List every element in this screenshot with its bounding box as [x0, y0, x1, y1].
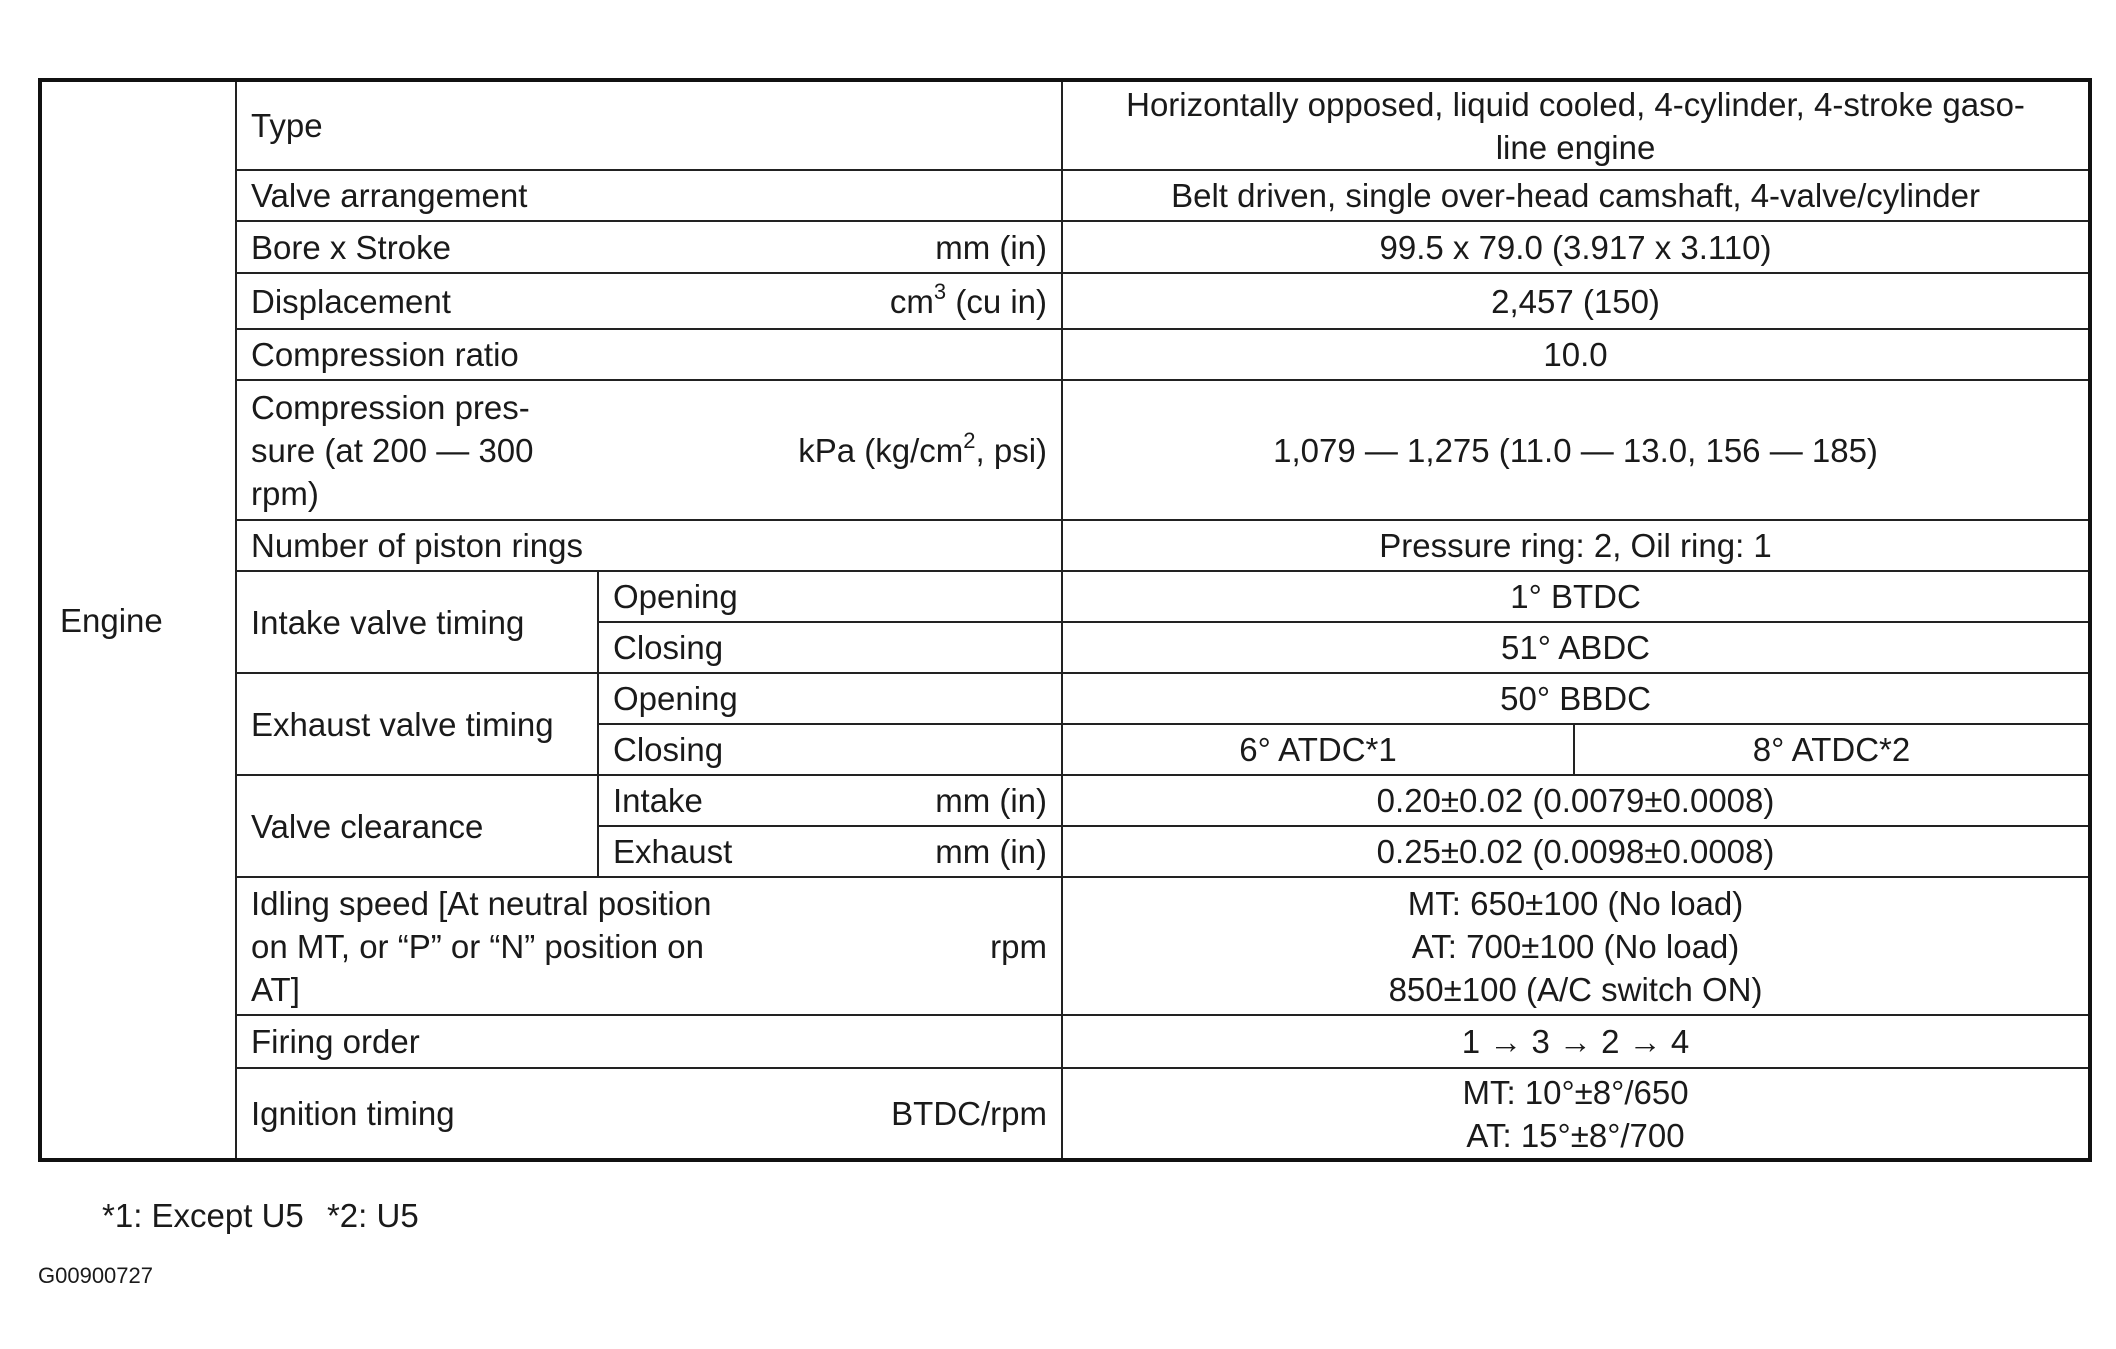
figure-code: G00900727 — [38, 1263, 153, 1288]
engine-spec-table — [38, 78, 2092, 1162]
valve-clearance-label: Valve clearance — [236, 775, 598, 877]
piston-rings-label: Number of piston rings — [236, 520, 1062, 571]
idling-speed-label: Idling speed [At neutral position on MT, or “P” or “N” position on AT] — [251, 884, 712, 1008]
footnote-1: *1: Except U5 — [102, 1197, 304, 1234]
valve-arrangement-label: Valve arrangement — [236, 170, 1062, 221]
ignition-timing-unit: BTDC/rpm — [891, 1095, 1048, 1132]
compression-pressure-unit — [798, 429, 1047, 472]
ignition-timing-label-cell — [236, 1068, 1062, 1160]
footnote-2: *2: U5 — [326, 1197, 419, 1234]
compression-pressure-unit-sup: 2 — [963, 427, 976, 453]
ignition-timing-value: MT: 10°±8°/650 AT: 15°±8°/700 — [1062, 1068, 2090, 1160]
intake-timing-label: Intake valve timing — [236, 571, 598, 673]
bore-stroke-unit: mm (in) — [935, 228, 1048, 266]
bore-stroke-label: Bore x Stroke — [251, 228, 451, 266]
valve-arrangement-value: Belt driven, single over-head camshaft, 4-valve/cylinder — [1062, 170, 2090, 221]
displacement-unit-rest: (cu in) — [946, 282, 1048, 320]
exhaust-closing-label: Closing — [598, 724, 1062, 775]
intake-closing-value: 51° ABDC — [1062, 622, 2090, 673]
row-valve-arrangement — [40, 170, 2090, 221]
idling-speed-label-cell — [236, 877, 1062, 1015]
row-piston-rings — [40, 520, 2090, 571]
compression-ratio-label: Compression ratio — [236, 329, 1062, 380]
footnotes — [102, 1196, 419, 1236]
exhaust-opening-value: 50° BBDC — [1062, 673, 2090, 724]
type-label: Type — [236, 80, 1062, 170]
displacement-unit-base: cm — [889, 282, 934, 320]
exhaust-timing-label: Exhaust valve timing — [236, 673, 598, 775]
exhaust-opening-label: Opening — [598, 673, 1062, 724]
bore-stroke-label-cell — [236, 221, 1062, 273]
displacement-unit-sup: 3 — [933, 278, 947, 304]
row-compression-pressure — [40, 380, 2090, 520]
compression-pressure-unit-base: kPa (kg/cm — [798, 431, 964, 469]
intake-opening-label: Opening — [598, 571, 1062, 622]
type-value: Horizontally opposed, liquid cooled, 4-cylinder, 4-stroke gaso- line engine — [1062, 80, 2090, 170]
compression-pressure-label: Compression pres- sure (at 200 — 300 rpm) — [251, 388, 534, 512]
row-bore-stroke — [40, 221, 2090, 273]
intake-closing-label: Closing — [598, 622, 1062, 673]
compression-pressure-label-cell — [236, 380, 1062, 520]
row-valve-clearance-intake — [40, 775, 2090, 826]
row-exhaust-opening — [40, 673, 2090, 724]
valve-clearance-intake-label: Intake — [613, 782, 703, 819]
exhaust-closing-value-2: 8° ATDC*2 — [1574, 724, 2090, 775]
valve-clearance-intake-cell — [598, 775, 1062, 826]
firing-order-value: 1 → 3 → 2 → 4 — [1062, 1015, 2090, 1068]
idling-speed-value: MT: 650±100 (No load) AT: 700±100 (No load) 850±100 (A/C switch ON) — [1062, 877, 2090, 1015]
row-ignition-timing — [40, 1068, 2090, 1160]
valve-clearance-exhaust-cell — [598, 826, 1062, 877]
compression-pressure-value: 1,079 — 1,275 (11.0 — 13.0, 156 — 185) — [1062, 380, 2090, 520]
ignition-timing-label: Ignition timing — [251, 1095, 455, 1132]
row-type — [40, 80, 2090, 170]
displacement-unit — [890, 280, 1047, 323]
row-intake-opening — [40, 571, 2090, 622]
intake-opening-value: 1° BTDC — [1062, 571, 2090, 622]
row-firing-order — [40, 1015, 2090, 1068]
valve-clearance-exhaust-value: 0.25±0.02 (0.0098±0.0008) — [1062, 826, 2090, 877]
idling-speed-unit: rpm — [990, 927, 1048, 965]
compression-pressure-unit-rest: , psi) — [975, 431, 1048, 469]
row-displacement — [40, 273, 2090, 329]
row-idling-speed — [40, 877, 2090, 1015]
row-compression-ratio — [40, 329, 2090, 380]
exhaust-closing-value-1: 6° ATDC*1 — [1062, 724, 1574, 775]
valve-clearance-intake-value: 0.20±0.02 (0.0079±0.0008) — [1062, 775, 2090, 826]
firing-order-label: Firing order — [236, 1015, 1062, 1068]
section-label-engine: Engine — [40, 80, 236, 1160]
bore-stroke-value: 99.5 x 79.0 (3.917 x 3.110) — [1062, 221, 2090, 273]
valve-clearance-exhaust-unit: mm (in) — [935, 833, 1048, 870]
valve-clearance-intake-unit: mm (in) — [935, 782, 1048, 819]
compression-ratio-value: 10.0 — [1062, 329, 2090, 380]
displacement-label-cell — [236, 273, 1062, 329]
piston-rings-value: Pressure ring: 2, Oil ring: 1 — [1062, 520, 2090, 571]
displacement-label: Displacement — [251, 282, 451, 320]
displacement-value: 2,457 (150) — [1062, 273, 2090, 329]
valve-clearance-exhaust-label: Exhaust — [613, 833, 733, 870]
